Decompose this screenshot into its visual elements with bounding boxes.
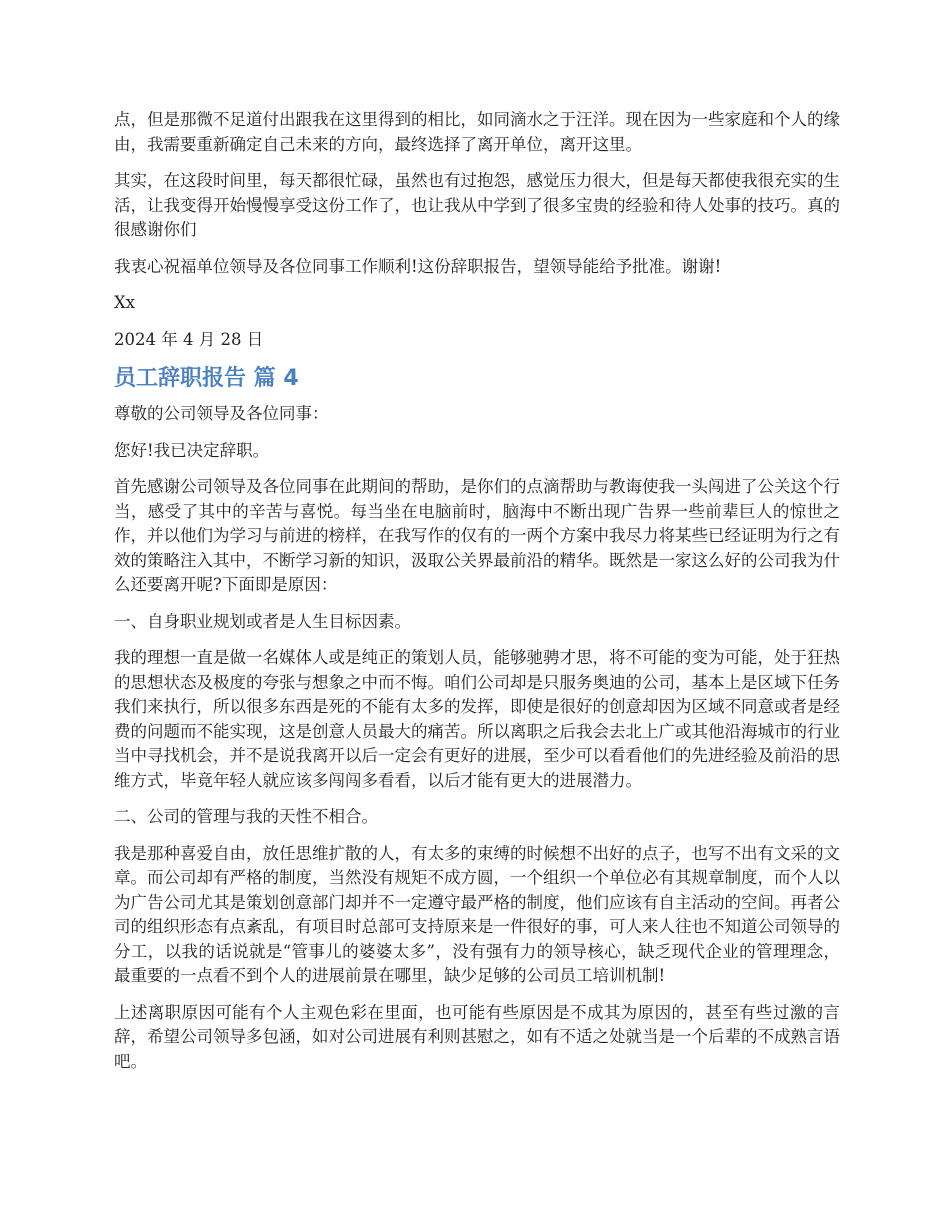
greeting: 尊敬的公司领导及各位同事： xyxy=(114,404,329,423)
paragraph-blessing: 我衷心祝福单位领导及各位同事工作顺利!这份辞职报告，望领导能给予批准。谢谢! xyxy=(114,256,722,276)
opening-line: 您好!我已决定辞职。 xyxy=(114,440,270,460)
reason-one-title: 一、自身职业规划或者是人生目标因素。 xyxy=(114,611,411,631)
reason-two-body: 我是那种喜爱自由，放任思维扩散的人，有太多的束缚的时候想不出好的点子，也写不出有文采的文章。而公司却有严格的制度，当然没有规矩不成方圆，一个组织一个单位必有其规章制度，而个人以为广告公司尤其是策划创意部门却并不一定遵守最严格的制度，他们应该有自主活动的空间。再者公司的组织形态有点紊乱，有项目时总部可支持原来是一件很好的事，可人来人往也不知道公司领导的分工，以我的话说就是“管事儿的婆婆太多”，没有强有力的领导核心，缺乏现代企业的管理理念，最重要的一点看不到个人的进展前景在哪里，缺少足够的公司员工培训机制! xyxy=(114,843,840,985)
paragraph-continuation: 点，但是那微不足道付出跟我在这里得到的相比，如同滴水之于汪洋。现在因为一些家庭和个人的缘由，我需要重新确定自己未来的方向，最终选择了离开单位，离开这里。 xyxy=(114,110,840,154)
paragraph-gratitude: 其实，在这段时间里，每天都很忙碌，虽然也有过抱怨，感觉压力很大，但是每天都使我很充实的生活，让我变得开始慢慢享受这份工作了，也让我从中学到了很多宝贵的经验和待人处事的技巧。真的很感谢你们 xyxy=(114,171,840,239)
closing-paragraph: 上述离职原因可能有个人主观色彩在里面，也可能有些原因是不成其为原因的，甚至有些过激的言辞，希望公司领导多包涵，如对公司进展有利则甚慰之，如有不适之处就当是一个后辈的不成熟言语吧。 xyxy=(114,1002,840,1071)
document-page xyxy=(114,108,840,1086)
signature: Xx xyxy=(114,293,136,312)
reason-one-body: 我的理想一直是做一名媒体人或是纯正的策划人员，能够驰骋才思，将不可能的变为可能，处于狂热的思想状态及极度的夸张与想象之中而不悔。咱们公司却是只服务奥迪的公司，基本上是区域下任务我们来执行，所以很多东西是死的不能有太多的发挥，即使是很好的创意却因为区域不同意或者是经费的问题而不能实现，这是创意人员最大的痛苦。所以离职之后我会去北上广或其他沿海城市的行业当中寻找机会，并不是说我离开以后一定会有更好的进展，至少可以看看他们的先进经验及前沿的思维方式，毕竟年轻人就应该多闯闯多看看，以后才能有更大的进展潜力。 xyxy=(114,648,840,790)
reason-two-title: 二、公司的管理与我的天性不相合。 xyxy=(114,807,378,826)
section-heading: 员工辞职报告 篇 4 xyxy=(114,366,299,391)
date: 2024 年 4 月 28 日 xyxy=(114,329,264,349)
paragraph-thanks: 首先感谢公司领导及各位同事在此期间的帮助，是你们的点滴帮助与教诲使我一头闯进了公关这个行当，感受了其中的辛苦与喜悦。每当坐在电脑前时，脑海中不断出现广告界一些前辈巨人的惊世之作，并以他们为学习与前进的榜样，在我写作的仅有的一两个方案中我尽力将某些已经证明为行之有效的策略注入其中，不断学习新的知识，汲取公关界最前沿的精华。既然是一家这么好的公司我为什么还要离开呢?下面即是原因： xyxy=(114,477,840,594)
